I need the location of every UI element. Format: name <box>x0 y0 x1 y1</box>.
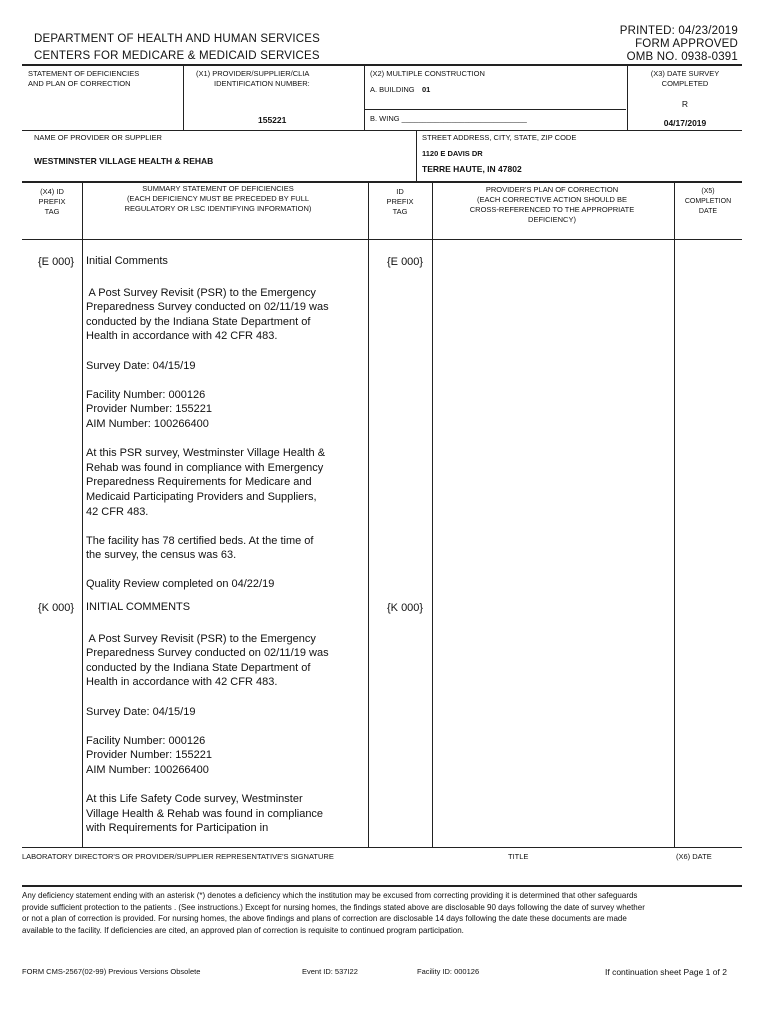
revisit-marker: R <box>681 99 689 109</box>
provider-name: WESTMINSTER VILLAGE HEALTH & REHAB <box>34 156 214 166</box>
column-divider <box>368 182 369 847</box>
e-paragraph1: A Post Survey Revisit (PSR) to the Emergency Preparedness Survey conducted on 02/11/19 was conducted by the Indiana State Department of Health in accordance with 42 CFR 483. <box>86 286 329 343</box>
printed-date: PRINTED: 04/23/2019 <box>619 25 738 37</box>
event-id: Event ID: 537I22 <box>302 967 358 976</box>
x3-label: (X3) DATE SURVEY <box>650 69 720 78</box>
signature-bottom-border <box>22 885 742 887</box>
building-value: 01 <box>422 85 431 94</box>
divider <box>22 130 742 131</box>
address-street: 1120 E DAVIS DR <box>422 149 483 158</box>
column-divider <box>82 182 83 847</box>
date-label: (X6) DATE <box>676 852 712 861</box>
divider <box>416 130 417 182</box>
divider <box>22 181 742 183</box>
e-facility-info: Facility Number: 000126 Provider Number: 155221 AIM Number: 100266400 <box>86 388 212 430</box>
e-title: Initial Comments <box>86 255 168 267</box>
provider-id-number: 155221 <box>258 115 287 125</box>
x3-label: COMPLETED <box>661 79 709 88</box>
facility-id: Facility ID: 000126 <box>417 967 480 976</box>
department-title: DEPARTMENT OF HEALTH AND HUMAN SERVICES <box>34 33 320 45</box>
form-approved: FORM APPROVED <box>635 38 738 50</box>
k-section <box>86 600 329 836</box>
page-number: If continuation sheet Page 1 of 2 <box>605 967 727 977</box>
k-tag: {K 000} <box>38 602 75 614</box>
address-city: TERRE HAUTE, IN 47802 <box>422 164 522 174</box>
e-survey-date: Survey Date: 04/15/19 <box>86 359 196 372</box>
e-tag: {E 000} <box>38 256 75 268</box>
wing-label: B. WING ______________________________ <box>370 114 527 123</box>
survey-date: 04/17/2019 <box>663 118 707 128</box>
k-id-tag: {K 000} <box>387 602 424 614</box>
x4-header: (X4) ID PREFIX TAG <box>38 187 66 216</box>
k-paragraph2: At this Life Safety Code survey, Westminster Village Health & Rehab was found in compliance with Requirements for Participation in <box>86 793 324 835</box>
summary-header: SUMMARY STATEMENT OF DEFICIENCIES (EACH DEFICIENCY MUST BE PRECEDED BY FULL REGULATORY OR LSC IDENTIFYING INFORMATION) <box>124 184 312 213</box>
form-number: FORM CMS-2567(02-99) Previous Versions Obsolete <box>22 967 201 976</box>
x1-label: IDENTIFICATION NUMBER: <box>214 79 310 88</box>
title-label: TITLE <box>508 852 529 861</box>
statement-label: STATEMENT OF DEFICIENCIES <box>28 69 140 78</box>
x1-label: (X1) PROVIDER/SUPPLIER/CLIA <box>196 69 310 78</box>
e-paragraph2: At this PSR survey, Westminster Village Health & Rehab was found in compliance with Emergency Preparedness Requirements for Medicare and Medicaid Participating Providers and Suppliers, 42 CFR 483. <box>86 447 326 518</box>
e-id-tag: {E 000} <box>387 256 424 268</box>
x5-header: (X5) COMPLETION DATE <box>684 188 732 215</box>
signature-label: LABORATORY DIRECTOR'S OR PROVIDER/SUPPLIER REPRESENTATIVE'S SIGNATURE <box>22 852 334 861</box>
provider-label: NAME OF PROVIDER OR SUPPLIER <box>34 133 162 142</box>
plan-header: PROVIDER'S PLAN OF CORRECTION (EACH CORRECTIVE ACTION SHOULD BE CROSS-REFERENCED TO THE APPROPRIATE DEFICIENCY) <box>469 185 635 224</box>
divider <box>183 65 184 130</box>
address-label: STREET ADDRESS, CITY, STATE, ZIP CODE <box>422 133 577 142</box>
statement-label: AND PLAN OF CORRECTION <box>28 79 131 88</box>
e-section <box>86 254 329 592</box>
header-bottom-border <box>22 239 742 240</box>
top-border <box>22 64 742 66</box>
centers-title: CENTERS FOR MEDICARE & MEDICAID SERVICES <box>34 50 320 62</box>
column-divider <box>674 182 675 847</box>
disclaimer-footnote: Any deficiency statement ending with an asterisk (*) denotes a deficiency which the institution may be excused from correcting providing it is determined that other safeguards provide sufficient protection to the patients . (See instructions.) Except for nursing homes, the findings stated above are disclosable 90 days following the date of survey whether or not a plan of correction is provided. For nursing homes, the above findings and plans of correction are disclosable 14 days following the date these documents are made available to the facility. If deficiencies are cited, an approved plan of correction is requisite to continued program participation. <box>22 891 645 935</box>
k-facility-info: Facility Number: 000126 Provider Number: 155221 AIM Number: 100266400 <box>86 734 212 776</box>
k-title: INITIAL COMMENTS <box>86 601 191 613</box>
k-survey-date: Survey Date: 04/15/19 <box>86 705 196 718</box>
k-paragraph1: A Post Survey Revisit (PSR) to the Emergency Preparedness Survey conducted on 02/11/19 was conducted by the Indiana State Department of Health in accordance with 42 CFR 483. <box>86 632 329 689</box>
building-label: A. BUILDING <box>370 85 415 94</box>
column-divider <box>432 182 433 847</box>
divider <box>364 109 626 110</box>
e-quality-review: Quality Review completed on 04/22/19 <box>86 578 275 591</box>
id-header: ID PREFIX TAG <box>386 187 414 216</box>
e-paragraph3: The facility has 78 certified beds. At the time of the survey, the census was 63. <box>86 534 314 562</box>
x2-label: (X2) MULTIPLE CONSTRUCTION <box>370 69 485 78</box>
signature-top-border <box>22 847 742 848</box>
divider <box>364 65 365 130</box>
omb-number: OMB NO. 0938-0391 <box>626 51 738 63</box>
